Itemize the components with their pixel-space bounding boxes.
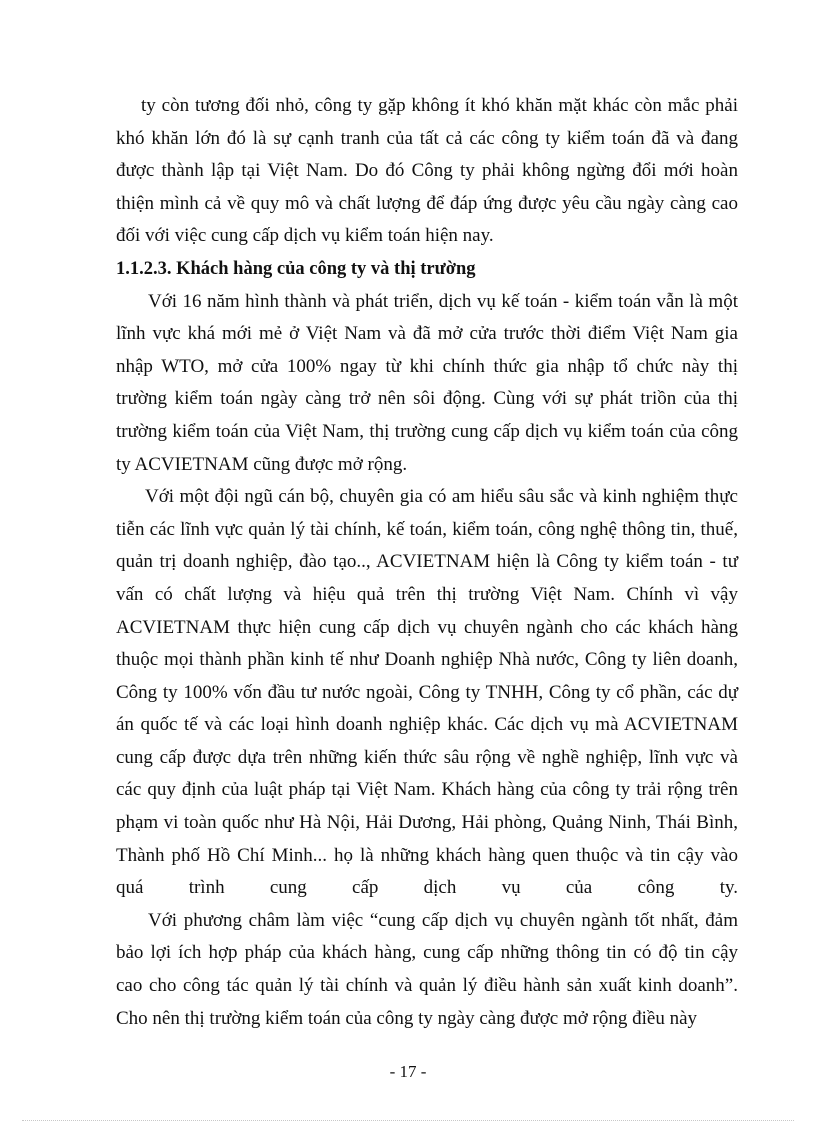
paragraph-line: vấn có chất lượng và hiệu quả trên thị trường Việt Nam. Chính vì vậy (116, 583, 738, 605)
section-heading: 1.1.2.3. Khách hàng của công ty và thị trường (116, 258, 476, 279)
paragraph-line: đối với việc cung cấp dịch vụ kiểm toán hiện nay. (116, 225, 494, 247)
paragraph-line: phạm vi toàn quốc như Hà Nội, Hải Dương, Hải phòng, Quảng Ninh, Thái Bình, (116, 812, 738, 834)
paragraph-line: khó khăn lớn đó là sự cạnh tranh của tất cả các công ty kiểm toán đã và đang (116, 127, 738, 149)
paragraph-line: quá trình cung cấp dịch vụ của công ty. (116, 877, 738, 899)
paragraph-line: Với 16 năm hình thành và phát triển, dịch vụ kế toán - kiểm toán vẫn là một (148, 290, 738, 312)
paragraph-line: Với phương châm làm việc “cung cấp dịch vụ chuyên ngành tốt nhất, đảm (148, 909, 738, 931)
paragraph-2 (116, 286, 738, 482)
paragraph-line: được thành lập tại Việt Nam. Do đó Công ty phải không ngừng đổi mới hoàn (116, 160, 738, 182)
paragraph-line: cao cho công tác quản lý tài chính và quản lý điều hành sản xuất kinh doanh”. (116, 975, 738, 997)
paragraph-line: thiện mình cả về quy mô và chất lượng để đáp ứng được yêu cầu ngày càng cao (116, 192, 738, 214)
paragraph-line: ty ACVIETNAM cũng được mở rộng. (116, 453, 408, 475)
paragraph-line: Cho nên thị trường kiểm toán của công ty ngày càng được mở rộng điều này (116, 1007, 698, 1029)
paragraph-line: trường kiểm toán của Việt Nam, thị trường cung cấp dịch vụ kiểm toán của công (116, 420, 738, 442)
paragraph-line: trường kiểm toán ngày càng trở nên sôi động. Cùng với sự phát triồn của thị (116, 388, 738, 410)
paragraph-line: thuộc mọi thành phần kinh tế như Doanh nghiệp Nhà nước, Công ty liên doanh, (116, 649, 738, 671)
paragraph-line: nhập WTO, mở cửa 100% ngay từ khi chính thức gia nhập tổ chức này thị (116, 355, 738, 377)
document-body (116, 90, 738, 1035)
page-bottom-border (22, 1120, 794, 1121)
paragraph-line: Thành phố Hồ Chí Minh... họ là những khách hàng quen thuộc và tin cậy vào (116, 844, 738, 866)
paragraph-line: bảo lợi ích hợp pháp của khách hàng, cung cấp những thông tin có độ tin cậy (116, 942, 738, 964)
paragraph-line: án quốc tế và các loại hình doanh nghiệp khác. Các dịch vụ mà ACVIETNAM (116, 714, 738, 736)
paragraph-line: quản trị doanh nghiệp, đào tạo.., ACVIETNAM hiện là Công ty kiểm toán - tư (116, 551, 738, 573)
paragraph-line: tiễn các lĩnh vực quản lý tài chính, kế toán, kiểm toán, công nghệ thông tin, thuế, (116, 518, 738, 540)
paragraph-line: ty còn tương đối nhỏ, công ty gặp không ít khó khăn mặt khác còn mắc phải (141, 95, 738, 116)
paragraph-line: ACVIETNAM thực hiện cung cấp dịch vụ chuyên ngành cho các khách hàng (116, 616, 738, 638)
paragraph-line: Công ty 100% vốn đầu tư nước ngoài, Công ty TNHH, Công ty cổ phần, các dự (116, 681, 738, 703)
paragraph-line: các quy định của luật pháp tại Việt Nam. Khách hàng của công ty trải rộng trên (116, 779, 738, 801)
paragraph-line: Với một đội ngũ cán bộ, chuyên gia có am hiểu sâu sắc và kinh nghiệm thực (145, 486, 738, 508)
paragraph-line: cung cấp được dựa trên những kiến thức sâu rộng về nghề nghiệp, lĩnh vực và (116, 746, 738, 768)
page-number: - 17 - (389, 1062, 427, 1081)
paragraph-1 (116, 90, 738, 253)
paragraph-4 (116, 905, 738, 1035)
paragraph-line: lĩnh vực khá mới mẻ ở Việt Nam và đã mở cửa trước thời điểm Việt Nam gia (116, 323, 738, 345)
paragraph-3 (116, 481, 738, 905)
